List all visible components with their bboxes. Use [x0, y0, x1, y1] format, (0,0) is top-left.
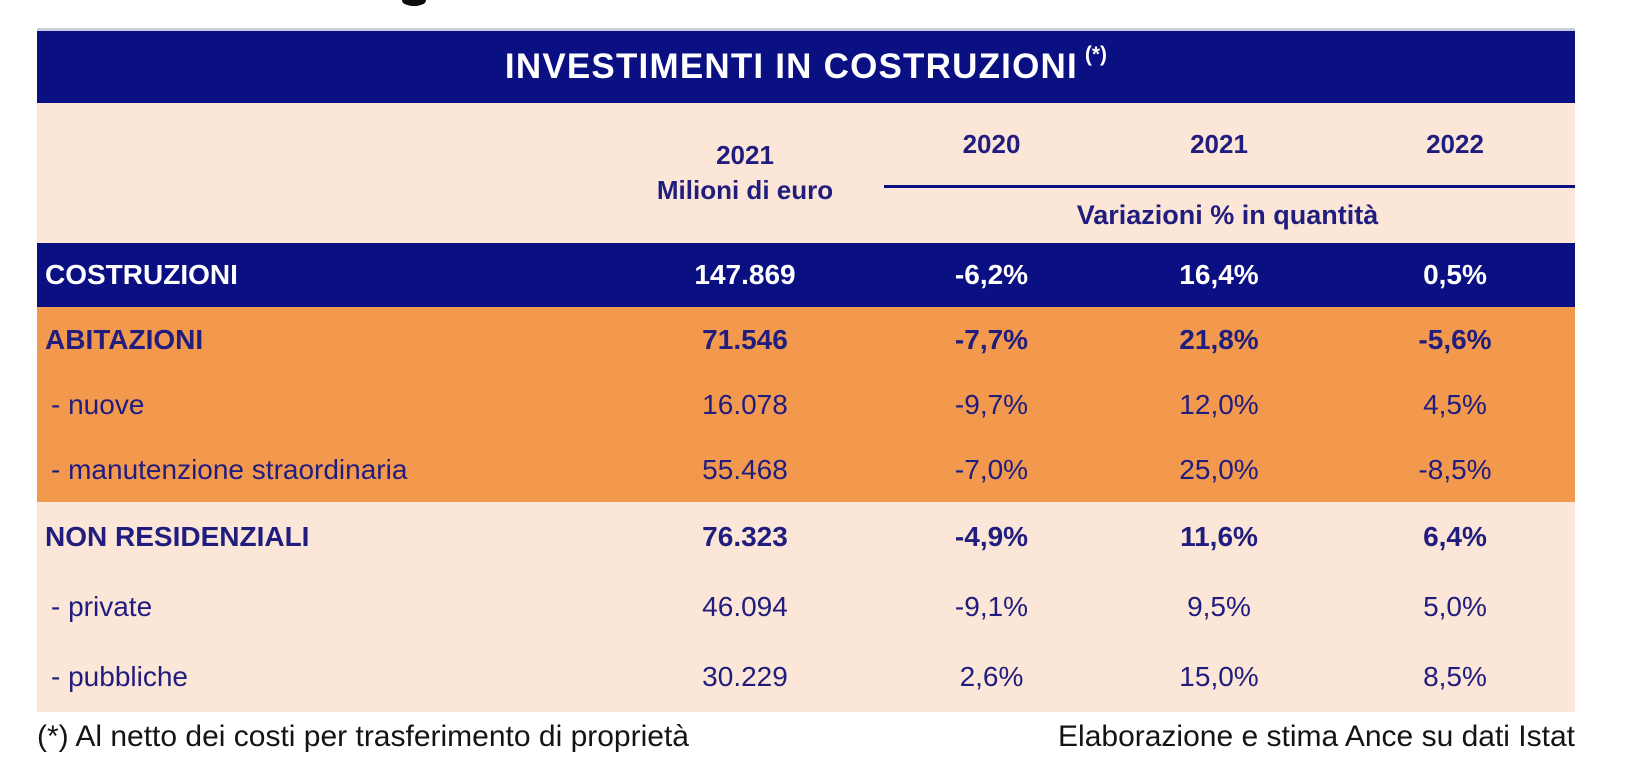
footnote-asterisk: (*) Al netto dei costi per trasferimento di proprietà: [37, 720, 689, 753]
cell-var-2021: 25,0%: [1179, 453, 1259, 485]
table-row-nuove: [37, 372, 1575, 437]
header-year-2020: 2020: [962, 128, 1021, 159]
row-label: - manutenzione straordinaria: [51, 453, 408, 485]
cell-milioni: 16.078: [702, 388, 788, 420]
table-title-note: (*): [1084, 43, 1108, 66]
cell-var-2021: 9,5%: [1187, 591, 1251, 622]
cell-var-2020: -6,2%: [954, 259, 1029, 290]
cell-milioni: 55.468: [702, 453, 788, 485]
cell-var-2022: 5,0%: [1423, 591, 1487, 622]
table-row-abitazioni: [37, 307, 1575, 372]
cell-var-2021: 12,0%: [1179, 388, 1259, 420]
row-label: COSTRUZIONI: [45, 259, 238, 290]
header-millions-cell: [610, 103, 880, 243]
cell-var-2022: -8,5%: [1418, 453, 1492, 485]
cropped-text-artifact: [402, 0, 426, 6]
header-empty-cell: [37, 103, 610, 243]
cell-var-2020: -9,1%: [954, 591, 1029, 622]
row-label: NON RESIDENZIALI: [45, 521, 310, 552]
header-years-row: [880, 103, 1575, 185]
cell-milioni: 71.546: [702, 323, 788, 355]
header-year-2021: 2021: [1190, 128, 1248, 159]
row-label: - private: [51, 591, 153, 622]
cell-var-2022: 6,4%: [1423, 521, 1487, 552]
cell-milioni: 30.229: [702, 661, 788, 692]
cell-var-2021: 11,6%: [1180, 521, 1258, 552]
cell-var-2021: 16,4%: [1179, 259, 1259, 290]
header-millions-year: 2021: [716, 140, 774, 170]
table-title-band: [37, 28, 1575, 103]
cell-var-2022: 0,5%: [1423, 259, 1487, 290]
footnotes: [37, 720, 1575, 754]
table-row-costruzioni: [37, 243, 1575, 307]
cell-var-2022: 8,5%: [1423, 661, 1487, 692]
cell-var-2020: -4,9%: [954, 521, 1029, 552]
table-row-pubbliche: [37, 642, 1575, 712]
footnote-source: Elaborazione e stima Ance su dati Istat: [1058, 720, 1575, 753]
cell-var-2020: -7,0%: [954, 453, 1029, 485]
header-variations-label: Variazioni % in quantità: [1076, 200, 1379, 230]
header-year-2022: 2022: [1426, 128, 1484, 159]
cell-var-2022: -5,6%: [1418, 323, 1492, 355]
table-row-non-residenziali: [37, 502, 1575, 572]
table-row-manutenzione-straordinaria: [37, 437, 1575, 502]
table-title: INVESTIMENTI IN COSTRUZIONI: [504, 47, 1078, 86]
cell-milioni: 46.094: [702, 591, 788, 622]
cell-var-2020: -9,7%: [954, 388, 1029, 420]
cell-milioni: 147.869: [694, 259, 796, 290]
investments-table: [37, 28, 1575, 712]
header-millions-unit: Milioni di euro: [656, 175, 834, 205]
cell-var-2022: 4,5%: [1423, 388, 1487, 420]
row-label: - nuove: [51, 388, 145, 420]
cell-var-2021: 15,0%: [1179, 661, 1259, 692]
header-variations-group: [880, 103, 1575, 243]
cell-var-2021: 21,8%: [1179, 323, 1259, 355]
row-label: ABITAZIONI: [45, 323, 204, 355]
cell-milioni: 76.323: [702, 521, 788, 552]
table-header-row: [37, 103, 1575, 243]
table-row-private: [37, 572, 1575, 642]
cell-var-2020: -7,7%: [954, 323, 1029, 355]
row-label: - pubbliche: [51, 661, 188, 692]
cell-var-2020: 2,6%: [959, 661, 1024, 692]
